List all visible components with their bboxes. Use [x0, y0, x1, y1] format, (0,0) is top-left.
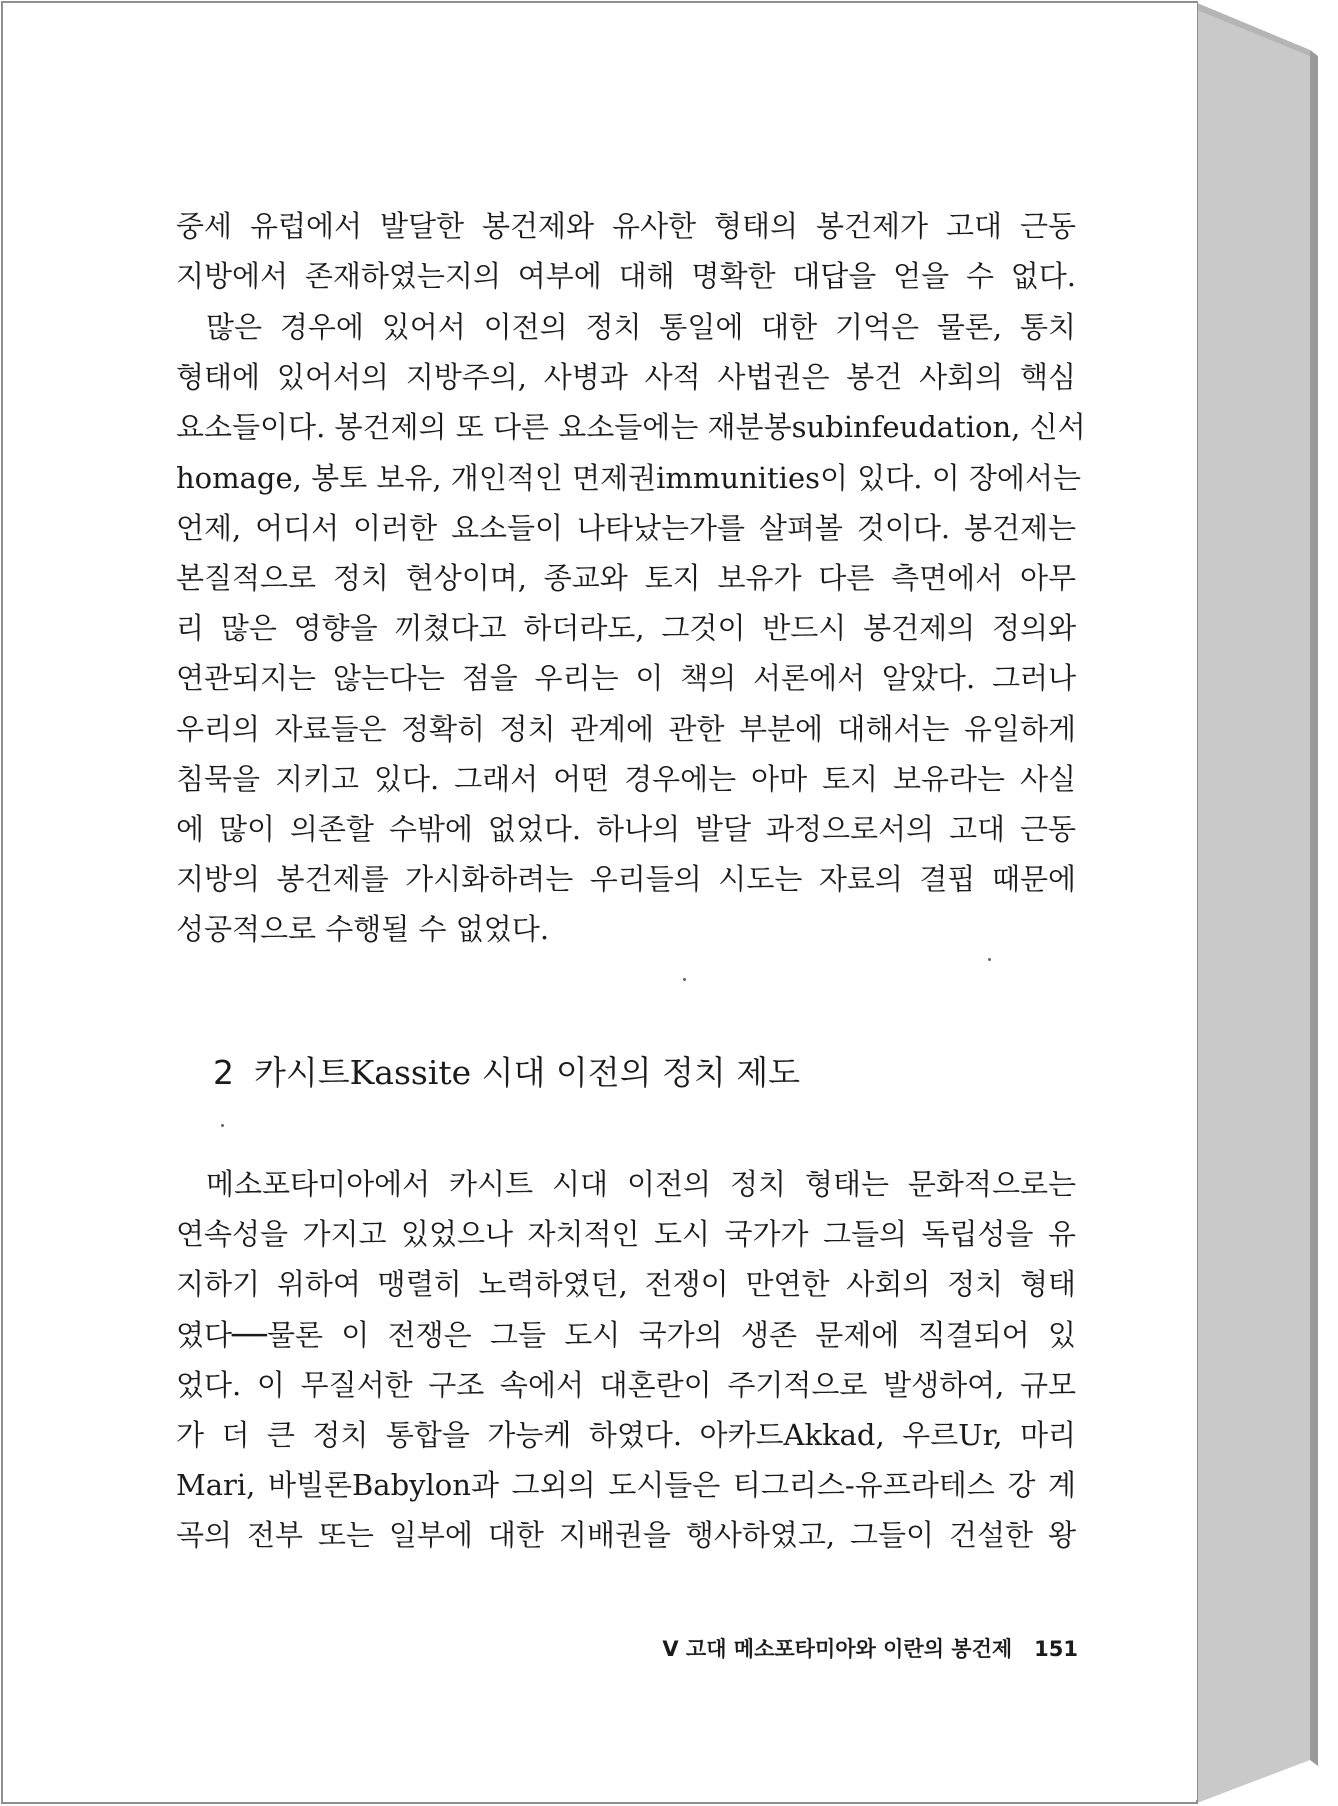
- paragraph-2-line: 많은 경우에 있어서 이전의 정치 통일에 대한 기억은 물론, 통치: [206, 310, 1076, 344]
- book-page: [3, 3, 1197, 1800]
- scan-speck: [683, 978, 686, 981]
- running-title: V 고대 메소포타미아와 이란의 봉건제: [662, 1637, 1013, 1661]
- scan-speck: [221, 1124, 224, 1127]
- paragraph-3-line: 였다──물론 이 전쟁은 그들 도시 국가의 생존 문제에 직결되어 있: [176, 1317, 1076, 1352]
- page-edge-shadow: [1310, 50, 1318, 1766]
- paragraph-2-line: 우리의 자료들은 정확히 정치 관계에 관한 부분에 대해서는 유일하게: [176, 711, 1076, 746]
- paragraph-2-line: homage, 봉토 보유, 개인적인 면제권immunities이 있다. 이 장에서는: [176, 460, 1081, 495]
- paragraph-2-line: 형태에 있어서의 지방주의, 사병과 사적 사법권은 봉건 사회의 핵심: [176, 360, 1076, 395]
- paragraph-2: [176, 302, 1086, 954]
- paragraph-3-line: 가 더 큰 정치 통합을 가능케 하였다. 아카드Akkad, 우르Ur, 마리: [176, 1417, 1076, 1452]
- paragraph-3-line: 었다. 이 무질서한 구조 속에서 대혼란이 주기적으로 발생하여, 규모: [176, 1367, 1076, 1402]
- page-edge-side: [1197, 3, 1310, 1803]
- paragraph-3: [176, 1159, 1076, 1561]
- section-title: 카시트Kassite 시대 이전의 정치 제도: [254, 1053, 801, 1092]
- paragraph-2-line: 에 많이 의존할 수밖에 없었다. 하나의 발달 과정으로서의 고대 근동: [176, 811, 1076, 846]
- paragraph-1-line: 중세 유럽에서 발달한 봉건제와 유사한 형태의 봉건제가 고대 근동: [176, 209, 1076, 243]
- paragraph-2-line: 성공적으로 수행될 수 없었다.: [176, 912, 550, 947]
- page-footer: [588, 1633, 1078, 1663]
- scan-speck: [988, 958, 991, 961]
- section-heading: [213, 1047, 800, 1094]
- paragraph-3-line: 연속성을 가지고 있었으나 자치적인 도시 국가가 그들의 독립성을 유: [176, 1217, 1076, 1252]
- section-number: 2: [213, 1053, 234, 1092]
- paragraph-3-line: 지하기 위하여 맹렬히 노력하였던, 전쟁이 만연한 사회의 정치 형태: [176, 1267, 1076, 1302]
- paragraph-3-line: Mari, 바빌론Babylon과 그외의 도시들은 티그리스-유프라테스 강 계: [176, 1468, 1076, 1503]
- paragraph-2-line: 언제, 어디서 이러한 요소들이 나타났는가를 살펴볼 것이다. 봉건제는: [176, 510, 1076, 545]
- page-number: 151: [1034, 1637, 1078, 1661]
- paragraph-2-line: 침묵을 지키고 있다. 그래서 어떤 경우에는 아마 토지 보유라는 사실: [176, 761, 1076, 796]
- paragraph-2-line: 연관되지는 않는다는 점을 우리는 이 책의 서론에서 알았다. 그러나: [176, 661, 1076, 696]
- paragraph-1: [176, 201, 1076, 301]
- paragraph-2-line: 지방의 봉건제를 가시화하려는 우리들의 시도는 자료의 결핍 때문에: [176, 862, 1076, 897]
- paragraph-2-line: 리 많은 영향을 끼쳤다고 하더라도, 그것이 반드시 봉건제의 정의와: [176, 611, 1076, 646]
- paragraph-2-line: 요소들이다. 봉건제의 또 다른 요소들에는 재분봉subinfeudation, 신서: [176, 410, 1086, 445]
- paragraph-1-line: 지방에서 존재하였는지의 여부에 대해 명확한 대답을 얻을 수 없다.: [176, 259, 1076, 294]
- paragraph-3-line: 곡의 전부 또는 일부에 대한 지배권을 행사하였고, 그들이 건설한 왕: [176, 1518, 1076, 1553]
- paragraph-2-line: 본질적으로 정치 현상이며, 종교와 토지 보유가 다른 측면에서 아무: [176, 560, 1076, 595]
- paragraph-3-line: 메소포타미아에서 카시트 시대 이전의 정치 형태는 문화적으로는: [206, 1167, 1076, 1201]
